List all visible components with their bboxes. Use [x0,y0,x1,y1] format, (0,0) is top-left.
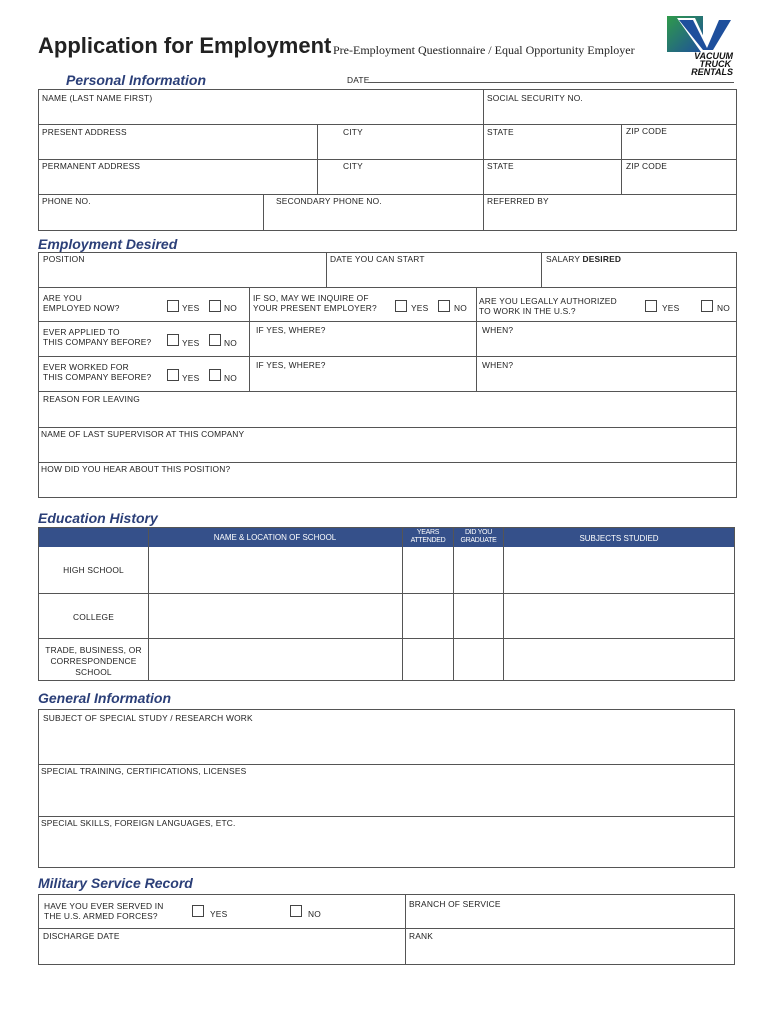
inquire-yes-label: YES [411,303,429,313]
authorized-line2: TO WORK IN THE U.S.? [479,306,576,316]
logo-text-2: TRUCK [699,59,731,69]
applied-yes-label: YES [182,338,200,348]
authorized-no-checkbox[interactable] [701,300,713,312]
inquire-label [253,293,377,313]
worked-yes-checkbox[interactable] [167,369,179,381]
col-grad-line1: DID YOU [465,529,492,536]
section-military-heading: Military Service Record [38,875,193,891]
salary-label: SALARY [546,254,580,264]
col-years-header [403,529,453,545]
applied-line2: THIS COMPANY BEFORE? [43,337,152,347]
logo-text-1: VACUUM [694,51,733,61]
col-subjects-header: SUBJECTS STUDIED [579,534,659,543]
employed-now-no-label: NO [224,303,237,313]
discharge-date-field[interactable]: DISCHARGE DATE [43,931,120,941]
col-years-line2: ATTENDED [410,537,446,544]
worked-no-checkbox[interactable] [209,369,221,381]
applied-no-label: NO [224,338,237,348]
last-supervisor-field[interactable]: NAME OF LAST SUPERVISOR AT THIS COMPANY [41,429,245,439]
applied-before-label [43,327,151,347]
page-title: Application for Employment [38,33,332,58]
general-info-box [38,709,735,868]
section-education-heading: Education History [38,510,158,526]
row-trade-school [39,645,148,678]
applied-yes-checkbox[interactable] [167,334,179,346]
authorized-label [479,296,617,316]
applied-when-field[interactable]: WHEN? [482,325,514,335]
present-state-field[interactable]: STATE [487,127,514,137]
employed-now-yes-checkbox[interactable] [167,300,179,312]
how-hear-field[interactable]: HOW DID YOU HEAR ABOUT THIS POSITION? [41,464,231,474]
special-skills-field[interactable]: SPECIAL SKILLS, FOREIGN LANGUAGES, ETC. [41,818,236,828]
logo-text-3: RENTALS [691,67,733,76]
permanent-zip-field[interactable]: ZIP CODE [626,161,668,171]
employed-now-line1: ARE YOU [43,293,82,303]
authorized-yes-label: YES [662,303,680,313]
col-years-line1: YEARS [416,529,440,536]
salary-field[interactable] [546,254,621,264]
col-grad-line2: GRADUATE [460,537,497,544]
date-label: DATE [347,75,370,85]
inquire-yes-checkbox[interactable] [395,300,407,312]
salary-label-bold: DESIRED [582,254,622,264]
served-line2: THE U.S. ARMED FORCES? [44,911,158,921]
served-yes-checkbox[interactable] [192,905,204,917]
trade-line2: CORRESPONDENCE [50,656,137,666]
worked-before-label [43,362,151,382]
served-line1: HAVE YOU EVER SERVED IN [44,901,164,911]
worked-where-field[interactable]: IF YES, WHERE? [256,360,326,370]
start-date-field[interactable]: DATE YOU CAN START [330,254,425,264]
employed-now-label [43,293,120,313]
section-employment-heading: Employment Desired [38,236,178,252]
referred-by-field[interactable]: REFERRED BY [487,196,549,206]
rank-field[interactable]: RANK [409,931,434,941]
authorized-no-label: NO [717,303,730,313]
name-field[interactable]: NAME (LAST NAME FIRST) [42,93,153,103]
employed-now-yes-label: YES [182,303,200,313]
secondary-phone-field[interactable]: SECONDARY PHONE NO. [276,196,382,206]
worked-line2: THIS COMPANY BEFORE? [43,372,152,382]
inquire-no-checkbox[interactable] [438,300,450,312]
employed-now-line2: EMPLOYED NOW? [43,303,120,313]
special-training-field[interactable]: SPECIAL TRAINING, CERTIFICATIONS, LICENSES [41,766,247,776]
col-graduate-header [454,529,503,545]
section-general-heading: General Information [38,690,172,706]
worked-line1: EVER WORKED FOR [43,362,129,372]
trade-line3: SCHOOL [75,667,112,677]
employed-now-no-checkbox[interactable] [209,300,221,312]
present-zip-field[interactable]: ZIP CODE [626,126,668,136]
served-no-label: NO [308,909,321,919]
inquire-line2: YOUR PRESENT EMPLOYER? [253,303,377,313]
special-study-field[interactable]: SUBJECT OF SPECIAL STUDY / RESEARCH WORK [43,713,253,723]
date-field[interactable] [368,82,734,83]
branch-field[interactable]: BRANCH OF SERVICE [409,899,501,909]
applied-line1: EVER APPLIED TO [43,327,120,337]
row-high-school: HIGH SCHOOL [63,565,124,575]
ssn-field[interactable]: SOCIAL SECURITY NO. [487,93,583,103]
present-address-field[interactable]: PRESENT ADDRESS [42,127,127,137]
worked-when-field[interactable]: WHEN? [482,360,514,370]
trade-line1: TRADE, BUSINESS, OR [45,645,142,655]
col-school-header: NAME & LOCATION OF SCHOOL [213,533,337,542]
authorized-line1: ARE YOU LEGALLY AUTHORIZED [479,296,617,306]
permanent-address-field[interactable]: PERMANENT ADDRESS [42,161,141,171]
present-city-field[interactable]: CITY [343,127,363,137]
section-personal-heading: Personal Information [66,72,207,88]
applied-where-field[interactable]: IF YES, WHERE? [256,325,326,335]
served-yes-label: YES [210,909,228,919]
personal-info-box [38,89,737,231]
reason-leaving-field[interactable]: REASON FOR LEAVING [43,394,140,404]
authorized-yes-checkbox[interactable] [645,300,657,312]
position-field[interactable]: POSITION [43,254,85,264]
served-label [44,901,164,921]
permanent-state-field[interactable]: STATE [487,161,514,171]
worked-yes-label: YES [182,373,200,383]
served-no-checkbox[interactable] [290,905,302,917]
inquire-no-label: NO [454,303,467,313]
inquire-line1: IF SO, MAY WE INQUIRE OF [253,293,369,303]
permanent-city-field[interactable]: CITY [343,161,363,171]
row-college: COLLEGE [73,612,114,622]
page-subtitle: Pre-Employment Questionnaire / Equal Opportunity Employer [333,43,635,57]
applied-no-checkbox[interactable] [209,334,221,346]
phone-field[interactable]: PHONE NO. [42,196,91,206]
company-logo [667,16,735,76]
worked-no-label: NO [224,373,237,383]
